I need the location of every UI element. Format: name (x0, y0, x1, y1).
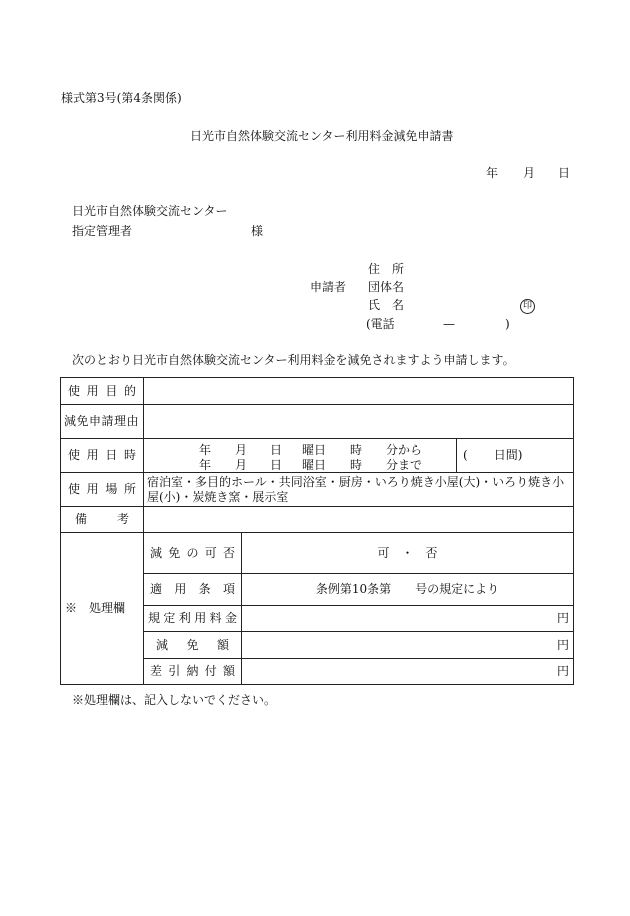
applicant-phone-dash: — (443, 317, 455, 331)
days-close: 日間) (493, 448, 523, 463)
remarks-label: 備考 (61, 507, 144, 533)
applicant-phone-close: ) (505, 317, 510, 331)
place-label: 使用場所 (61, 473, 144, 507)
days-open: ( (463, 448, 468, 463)
applicant-name-label: 氏 名 (368, 298, 405, 312)
seal-mark: 印 (520, 299, 535, 314)
date-month-label: 月 (523, 166, 536, 180)
place-row (61, 473, 574, 507)
approval-label: 減免の可否 (144, 533, 242, 574)
to-month: 月 (235, 457, 248, 472)
application-table (60, 377, 574, 685)
process-label: ※ 処理欄 (61, 533, 144, 685)
datetime-row (61, 439, 574, 473)
fee-label: 規定利用料金 (144, 606, 242, 632)
applicant-group-label: 団体名 (368, 280, 405, 294)
document-title: 日光市自然体験交流センター利用料金減免申請書 (190, 129, 454, 143)
form-number: 様式第3号(第4条関係) (61, 91, 182, 105)
date-day-label: 日 (558, 166, 571, 180)
applicant-label: 申請者 (310, 280, 347, 294)
remarks-field[interactable] (144, 507, 574, 533)
reason-row (61, 405, 574, 439)
to-hour: 時 (350, 457, 363, 472)
clause-label: 適用条項 (144, 574, 242, 606)
intro-text: 次のとおり日光市自然体験交流センター利用料金を減免されますよう申請します。 (72, 353, 515, 367)
from-hour: 時 (350, 442, 363, 457)
to-year: 年 (199, 457, 212, 472)
datetime-label: 使用日時 (61, 439, 144, 473)
applicant-phone-open: (電話 (366, 317, 395, 331)
to-day: 日 (270, 457, 283, 472)
clause-value[interactable]: 条例第10条第 号の規定により (242, 574, 574, 606)
reason-field[interactable] (144, 405, 574, 439)
from-month: 月 (235, 442, 248, 457)
fee-yen[interactable]: 円 (242, 606, 574, 632)
purpose-field[interactable] (144, 378, 574, 405)
to-suffix: 分まで (386, 457, 423, 472)
addressee-line1: 日光市自然体験交流センター (72, 204, 228, 218)
approval-row (61, 533, 574, 574)
from-day: 日 (270, 442, 283, 457)
from-suffix: 分から (386, 442, 423, 457)
approval-value[interactable]: 可 ・ 否 (242, 533, 574, 574)
from-weekday: 曜日 (302, 442, 327, 457)
remarks-row (61, 507, 574, 533)
purpose-row (61, 378, 574, 405)
place-options[interactable]: 宿泊室・多目的ホール・共同浴室・厨房・いろり焼き小屋(大)・いろり焼き小屋(小)・炭焼き窯・展示室 (144, 473, 574, 507)
from-year: 年 (199, 442, 212, 457)
net-yen[interactable]: 円 (242, 659, 574, 685)
purpose-label: 使用目的 (61, 378, 144, 405)
exempt-yen[interactable]: 円 (242, 632, 574, 659)
net-label: 差引納付額 (144, 659, 242, 685)
days-field[interactable] (457, 439, 574, 473)
applicant-address-label: 住 所 (368, 262, 405, 276)
addressee-line2: 指定管理者 (72, 224, 133, 238)
datetime-field[interactable] (144, 439, 457, 473)
date-year-label: 年 (486, 166, 499, 180)
to-weekday: 曜日 (302, 457, 327, 472)
exempt-label: 減免額 (144, 632, 242, 659)
addressee-honorific: 様 (251, 224, 264, 238)
seal-icon (520, 298, 535, 314)
reason-label: 減免申請理由 (61, 405, 144, 439)
footnote: ※処理欄は、記入しないでください。 (72, 693, 277, 707)
